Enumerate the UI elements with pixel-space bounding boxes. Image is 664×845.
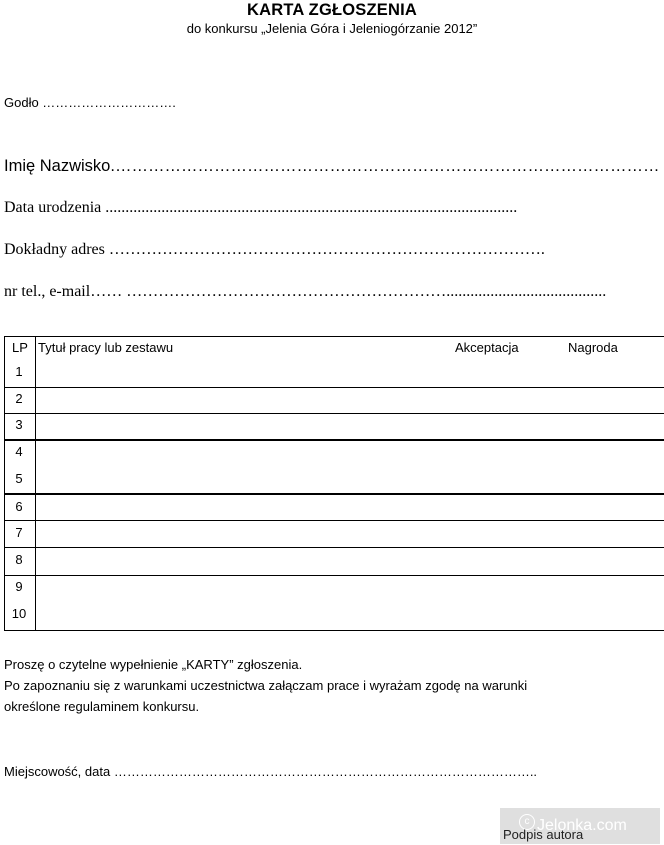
copyright-icon: c [519, 814, 535, 830]
row-number: 2 [15, 391, 23, 406]
table-row-divider [4, 439, 664, 441]
notes-line: Po zapoznaniu się z warunkami uczestnictwa załączam prace i wyrażam zgodę na warunki [4, 678, 528, 693]
row-number: 1 [15, 364, 23, 379]
table-row-divider [4, 575, 664, 576]
header-acceptance: Akceptacja [455, 340, 519, 355]
place-date-field[interactable]: Miejscowość, data …………………………………………………………………………………….. [4, 764, 538, 779]
address-field[interactable]: Dokładny adres ………………………………………………………………………. [4, 241, 545, 258]
row-number: 6 [15, 499, 23, 514]
header-lp: LP [12, 340, 28, 355]
row-number: 10 [11, 606, 27, 621]
table-border-top [4, 336, 664, 337]
row-number: 9 [15, 579, 23, 594]
signature-label: Podpis autora [503, 827, 584, 842]
table-row-divider [4, 493, 664, 495]
table-row-divider [4, 547, 664, 548]
watermark-text: Jelonka.com [537, 817, 627, 834]
row-number: 4 [15, 444, 23, 459]
header-award: Nagroda [568, 340, 618, 355]
row-number: 3 [15, 417, 23, 432]
row-number: 5 [15, 471, 23, 486]
notes-line: Proszę o czytelne wypełnienie „KARTY” zgłoszenia. [4, 657, 303, 672]
name-field[interactable]: Imię Nazwisko.……………………………………………………………………………………… [4, 157, 660, 175]
birth-date-field[interactable]: Data urodzenia ....................................................................................................... [4, 199, 518, 216]
table-row-divider [4, 520, 664, 521]
contact-field[interactable]: nr tel., e-mail…… ……………………………………………………........................................ [4, 283, 607, 300]
table-border-bottom [4, 630, 664, 631]
table-column-divider [35, 336, 36, 631]
table-row-divider [4, 387, 664, 388]
header-title: Tytuł pracy lub zestawu [38, 340, 174, 355]
page-subtitle: do konkursu „Jelenia Góra i Jeleniogórzanie 2012” [186, 21, 478, 36]
notes-line: określone regulaminem konkursu. [4, 699, 200, 714]
godlo-field[interactable]: Godło …………………………. [4, 95, 176, 110]
row-number: 8 [15, 552, 23, 567]
page-title: KARTA ZGŁOSZENIA [246, 1, 418, 19]
row-number: 7 [15, 525, 23, 540]
entries-table [4, 336, 664, 631]
table-row-divider [4, 413, 664, 414]
